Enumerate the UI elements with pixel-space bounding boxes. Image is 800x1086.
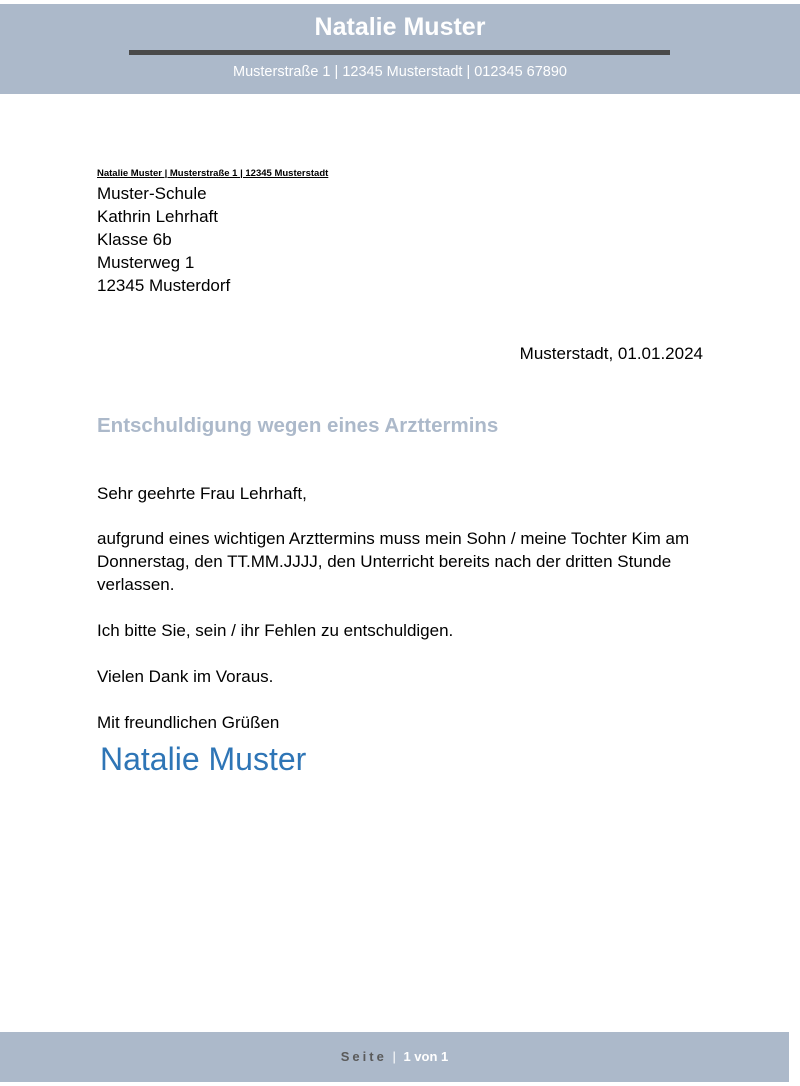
body-paragraph-3: Vielen Dank im Voraus. bbox=[97, 667, 274, 686]
recipient-class: Klasse 6b bbox=[97, 230, 172, 249]
letter-subject: Entschuldigung wegen eines Arzttermins bbox=[97, 414, 499, 437]
recipient-teacher: Kathrin Lehrhaft bbox=[97, 207, 218, 226]
letter-date: Musterstadt, 01.01.2024 bbox=[519, 344, 703, 363]
letterhead-divider bbox=[129, 50, 670, 55]
recipient-address bbox=[97, 182, 230, 297]
letterhead-banner bbox=[0, 4, 800, 94]
letterhead-name: Natalie Muster bbox=[314, 13, 486, 41]
page-label: Seite bbox=[340, 1049, 387, 1064]
signature: Natalie Muster bbox=[100, 741, 307, 777]
body-paragraph-2: Ich bitte Sie, sein / ihr Fehlen zu entschuldigen. bbox=[97, 621, 454, 640]
page-number: 1 von 1 bbox=[403, 1049, 449, 1064]
recipient-school: Muster-Schule bbox=[97, 184, 207, 203]
page-separator: | bbox=[392, 1049, 396, 1064]
recipient-street: Musterweg 1 bbox=[97, 253, 195, 272]
page-indicator bbox=[0, 1049, 789, 1065]
salutation: Sehr geehrte Frau Lehrhaft, bbox=[97, 484, 307, 503]
closing-phrase: Mit freundlichen Grüßen bbox=[97, 713, 280, 732]
letterhead-contact: Musterstraße 1 | 12345 Musterstadt | 012345 67890 bbox=[233, 64, 567, 80]
body-paragraph-1: aufgrund eines wichtigen Arzttermins muss mein Sohn / meine Tochter Kim am Donnerstag, den TT.MM.JJJJ, den Unterricht bereits nach der dritten Stunde verlassen. bbox=[97, 529, 690, 594]
recipient-city: 12345 Musterdorf bbox=[97, 276, 231, 295]
page-footer bbox=[0, 1032, 789, 1082]
sender-return-address: Natalie Muster | Musterstraße 1 | 12345 Musterstadt bbox=[97, 168, 329, 179]
